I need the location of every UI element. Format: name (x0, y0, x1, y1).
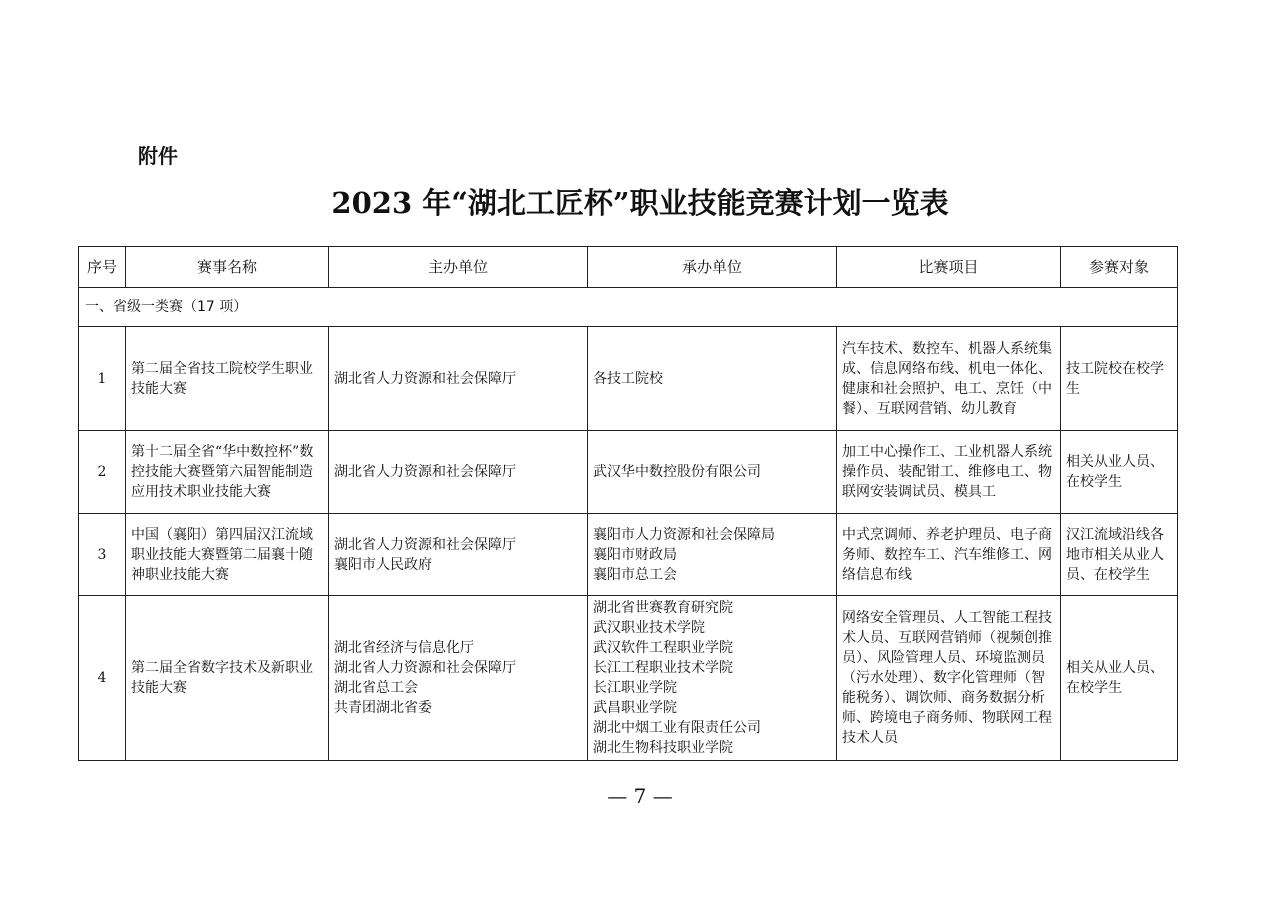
header-host: 主办单位 (329, 247, 588, 288)
row-participants: 相关从业人员、在校学生 (1061, 431, 1178, 514)
row-events: 中式烹调师、养老护理员、电子商务师、数控车工、汽车维修工、网络信息布线 (837, 514, 1061, 596)
row-organizer: 武汉华中数控股份有限公司 (588, 431, 837, 514)
row-name: 第二届全省技工院校学生职业技能大赛 (126, 327, 329, 431)
row-participants: 技工院校在校学生 (1061, 327, 1178, 431)
header-events: 比赛项目 (837, 247, 1061, 288)
row-events: 网络安全管理员、人工智能工程技术人员、互联网营销师（视频创推员）、风险管理人员、环境监测员（污水处理）、数字化管理师（智能税务）、调饮师、商务数据分析师、跨境电子商务师、物联网工程技术人员 (837, 596, 1061, 761)
header-participants: 参赛对象 (1061, 247, 1178, 288)
row-no: 3 (79, 514, 126, 596)
row-name: 第二届全省数字技术及新职业技能大赛 (126, 596, 329, 761)
row-host: 湖北省人力资源和社会保障厅 襄阳市人民政府 (329, 514, 588, 596)
row-events: 加工中心操作工、工业机器人系统操作员、装配钳工、维修电工、物联网安装调试员、模具工 (837, 431, 1061, 514)
section-title: 一、省级一类赛（17 项） (79, 288, 1178, 327)
table-row (79, 431, 1178, 514)
row-name: 第十二届全省“华中数控杯”数控技能大赛暨第六届智能制造应用技术职业技能大赛 (126, 431, 329, 514)
row-no: 2 (79, 431, 126, 514)
row-name: 中国（襄阳）第四届汉江流域职业技能大赛暨第二届襄十随神职业技能大赛 (126, 514, 329, 596)
table-row (79, 327, 1178, 431)
row-no: 4 (79, 596, 126, 761)
section-row (79, 288, 1178, 327)
row-organizer: 襄阳市人力资源和社会保障局 襄阳市财政局 襄阳市总工会 (588, 514, 837, 596)
row-host: 湖北省人力资源和社会保障厅 (329, 327, 588, 431)
page-number: — 7 — (607, 784, 673, 808)
table-header-row (79, 247, 1178, 288)
attachment-label: 附件 (138, 144, 178, 168)
header-no: 序号 (79, 247, 126, 288)
row-participants: 相关从业人员、在校学生 (1061, 596, 1178, 761)
header-name: 赛事名称 (126, 247, 329, 288)
row-no: 1 (79, 327, 126, 431)
row-organizer: 湖北省世赛教育研究院 武汉职业技术学院 武汉软件工程职业学院 长江工程职业技术学院 长江职业学院 武昌职业学院 湖北中烟工业有限责任公司 湖北生物科技职业学院 (588, 596, 837, 761)
competition-plan-table (78, 246, 1178, 761)
row-participants: 汉江流域沿线各地市相关从业人员、在校学生 (1061, 514, 1178, 596)
table-row (79, 596, 1178, 761)
row-host: 湖北省人力资源和社会保障厅 (329, 431, 588, 514)
page-title: 2023 年“湖北工匠杯”职业技能竞赛计划一览表 (331, 186, 949, 220)
table-row (79, 514, 1178, 596)
row-organizer: 各技工院校 (588, 327, 837, 431)
header-organizer: 承办单位 (588, 247, 837, 288)
row-events: 汽车技术、数控车、机器人系统集成、信息网络布线、机电一体化、健康和社会照护、电工、烹饪（中餐）、互联网营销、幼儿教育 (837, 327, 1061, 431)
row-host: 湖北省经济与信息化厅 湖北省人力资源和社会保障厅 湖北省总工会 共青团湖北省委 (329, 596, 588, 761)
